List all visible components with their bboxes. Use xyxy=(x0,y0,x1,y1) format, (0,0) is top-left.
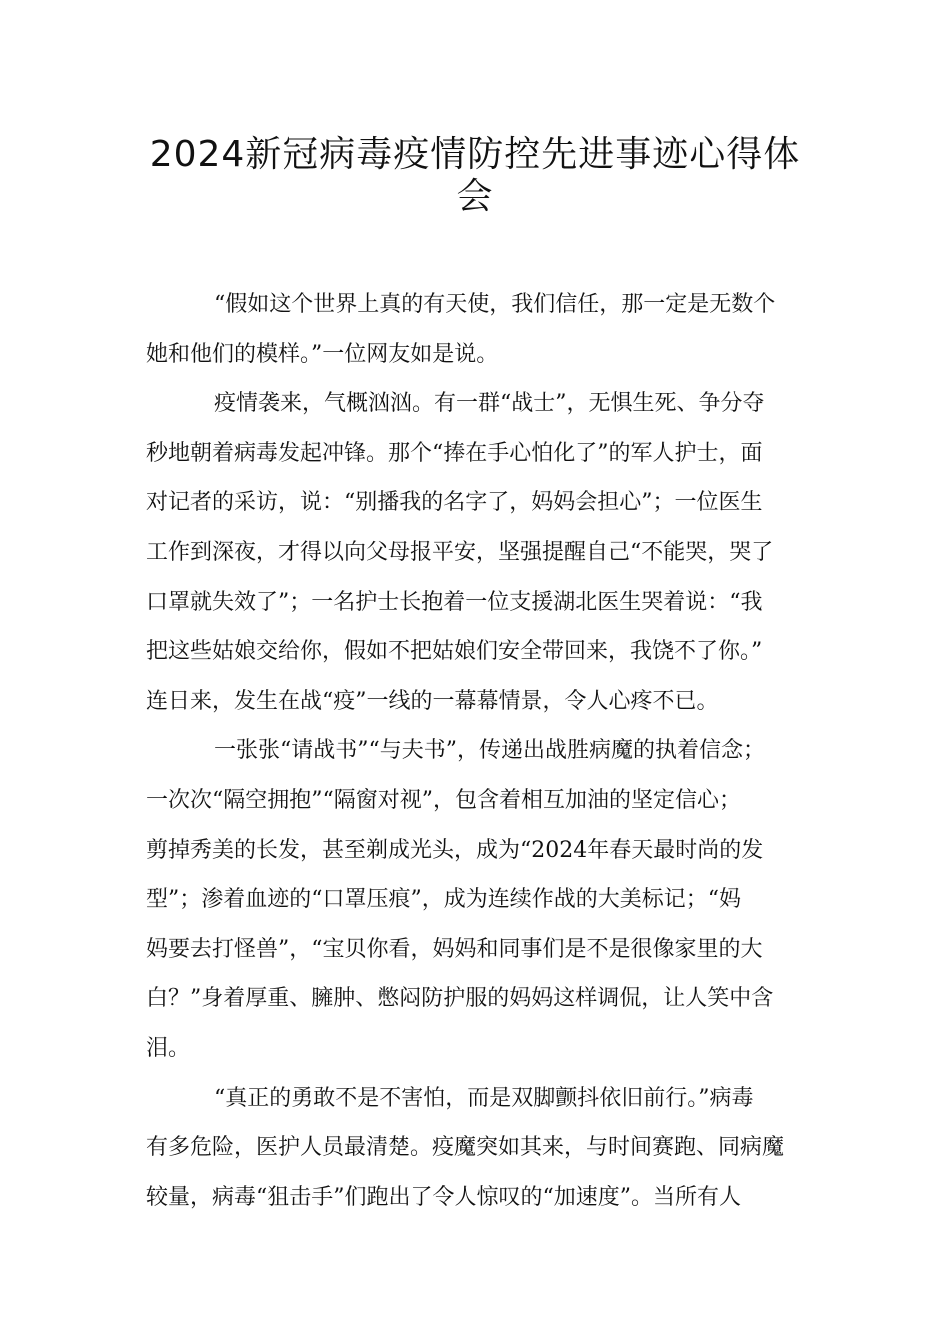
paragraph-line: 妈要去打怪兽”，“宝贝你看，妈妈和同事们是不是很像家里的大 xyxy=(146,936,763,962)
paragraph-line: 连日来，发生在战“疫”一线的一幕幕情景，令人心疼不已。 xyxy=(146,688,719,714)
paragraph-1 xyxy=(146,280,826,379)
document-body xyxy=(146,280,826,1222)
paragraph-line: 白？”身着厚重、臃肿、憋闷防护服的妈妈这样调侃，让人笑中含 xyxy=(146,986,774,1012)
paragraph-line: 一张张“请战书”“与夫书”，传递出战胜病魔的执着信念； xyxy=(214,738,765,764)
paragraph-line: 把这些姑娘交给你，假如不把姑娘们安全带回来，我饶不了你。” xyxy=(146,639,763,665)
paragraph-line: 一次次“隔空拥抱”“隔窗对视”，包含着相互加油的坚定信心； xyxy=(146,787,741,813)
paragraph-line: “真正的勇敢不是不害怕，而是双脚颤抖依旧前行。”病毒 xyxy=(214,1085,754,1111)
paragraph-line: 工作到深夜，才得以向父母报平安，坚强提醒自己“不能哭，哭了 xyxy=(146,539,774,565)
paragraph-2 xyxy=(146,379,826,726)
paragraph-line: 有多危险，医护人员最清楚。疫魔突如其来，与时间赛跑、同病魔 xyxy=(146,1135,785,1161)
document-title-line-1: 2024新冠病毒疫情防控先进事迹心得体 xyxy=(149,134,801,175)
paragraph-line: 泪。 xyxy=(146,1035,191,1061)
paragraph-line: 较量，病毒“狙击手”们跑出了令人惊叹的“加速度”。当所有人 xyxy=(146,1184,741,1210)
paragraph-line: 疫情袭来，气概汹汹。有一群“战士”，无惧生死、争分夺 xyxy=(214,391,765,417)
document-title-line-2: 会 xyxy=(456,176,494,217)
paragraph-3 xyxy=(146,726,826,1073)
paragraph-line: “假如这个世界上真的有天使，我们信任，那一定是无数个 xyxy=(214,292,776,317)
paragraph-line: 她和他们的模样。”一位网友如是说。 xyxy=(146,341,499,367)
paragraph-4 xyxy=(146,1074,826,1223)
paragraph-line: 型”；渗着血迹的“口罩压痕”，成为连续作战的大美标记；“妈 xyxy=(146,887,741,913)
paragraph-line: 对记者的采访，说：“别播我的名字了，妈妈会担心”；一位医生 xyxy=(146,490,763,516)
paragraph-line: 秒地朝着病毒发起冲锋。那个“捧在手心怕化了”的军人护士，面 xyxy=(146,440,763,466)
paragraph-line: 剪掉秀美的长发，甚至剃成光头，成为“2024年春天最时尚的发 xyxy=(146,837,764,863)
paragraph-line: 口罩就失效了”；一名护士长抱着一位支援湖北医生哭着说：“我 xyxy=(146,589,763,615)
